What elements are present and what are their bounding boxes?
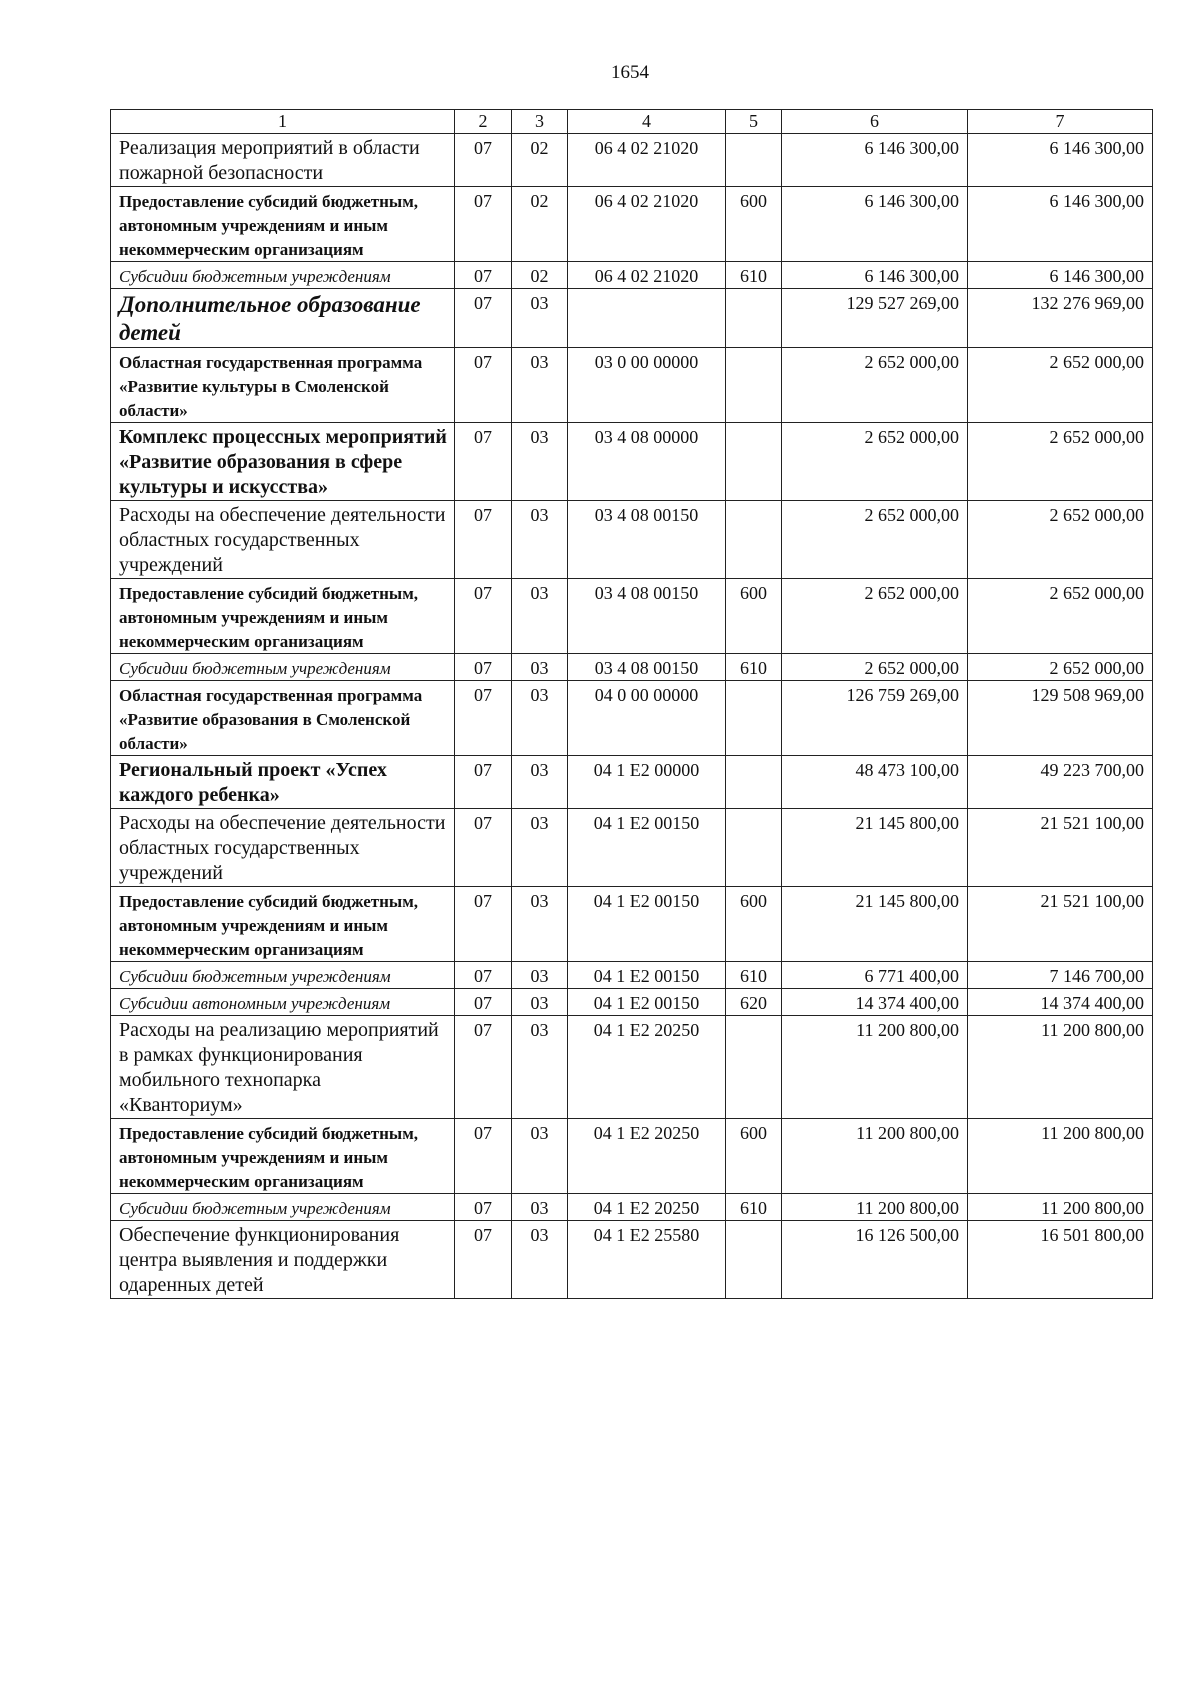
item-name: Областная государственная программа «Развитие культуры в Смоленской области» [119,353,423,420]
section-code-cell: 07 [455,289,512,348]
item-name: Субсидии бюджетным учреждениям [119,659,391,678]
amount-year-2-cell: 11 200 800,00 [968,1194,1153,1221]
target-article-cell: 03 4 08 00150 [568,501,726,579]
item-name: Расходы на реализацию мероприятий в рамках функционирования мобильного технопарка «Кванториум» [119,1019,439,1116]
amount-year-2-cell: 6 146 300,00 [968,262,1153,289]
target-article-cell: 04 0 00 00000 [568,681,726,756]
item-name: Предоставление субсидий бюджетным, автономным учреждениям и иным некоммерческим организациям [119,1124,419,1191]
item-name-cell [111,1119,455,1194]
section-code-cell: 07 [455,887,512,962]
amount-year-2-cell: 132 276 969,00 [968,289,1153,348]
section-code-cell: 07 [455,1119,512,1194]
target-article-cell: 04 1 E2 00150 [568,962,726,989]
section-code-cell: 07 [455,654,512,681]
expense-type-cell [726,423,782,501]
amount-year-2-cell: 2 652 000,00 [968,423,1153,501]
table-row [111,1221,1153,1299]
amount-year-2-cell: 6 146 300,00 [968,134,1153,187]
table-row [111,423,1153,501]
item-name: Областная государственная программа «Развитие образования в Смоленской области» [119,686,423,753]
expense-type-cell [726,1016,782,1119]
item-name-cell [111,887,455,962]
target-article-cell [568,289,726,348]
section-code-cell: 07 [455,809,512,887]
amount-year-1-cell: 14 374 400,00 [782,989,968,1016]
section-code-cell: 07 [455,579,512,654]
section-code-cell: 07 [455,423,512,501]
amount-year-2-cell: 11 200 800,00 [968,1016,1153,1119]
amount-year-1-cell: 2 652 000,00 [782,579,968,654]
subsection-code-cell: 03 [512,809,568,887]
subsection-code-cell: 03 [512,289,568,348]
item-name-cell [111,962,455,989]
expense-type-cell: 600 [726,1119,782,1194]
amount-year-1-cell: 48 473 100,00 [782,756,968,809]
expense-type-cell [726,1221,782,1299]
item-name-cell [111,579,455,654]
expense-type-cell: 610 [726,654,782,681]
item-name: Предоставление субсидий бюджетным, автономным учреждениям и иным некоммерческим организациям [119,584,419,651]
item-name-cell [111,1016,455,1119]
item-name: Расходы на обеспечение деятельности областных государственных учреждений [119,812,446,884]
amount-year-1-cell: 6 146 300,00 [782,262,968,289]
section-code-cell: 07 [455,187,512,262]
amount-year-2-cell: 2 652 000,00 [968,579,1153,654]
item-name-cell [111,187,455,262]
amount-year-1-cell: 21 145 800,00 [782,809,968,887]
amount-year-1-cell: 2 652 000,00 [782,423,968,501]
item-name-cell [111,348,455,423]
amount-year-1-cell: 21 145 800,00 [782,887,968,962]
expense-type-cell [726,809,782,887]
expense-type-cell: 600 [726,187,782,262]
item-name: Дополнительное образование детей [119,292,421,345]
item-name: Субсидии бюджетным учреждениям [119,1199,391,1218]
amount-year-2-cell: 2 652 000,00 [968,654,1153,681]
table-row [111,262,1153,289]
amount-year-1-cell: 2 652 000,00 [782,348,968,423]
table-row [111,887,1153,962]
table-row [111,654,1153,681]
amount-year-1-cell: 129 527 269,00 [782,289,968,348]
expense-type-cell: 610 [726,962,782,989]
expense-type-cell: 610 [726,262,782,289]
amount-year-1-cell: 6 771 400,00 [782,962,968,989]
target-article-cell: 04 1 E2 00150 [568,989,726,1016]
item-name-cell [111,756,455,809]
target-article-cell: 06 4 02 21020 [568,262,726,289]
expense-type-cell [726,289,782,348]
item-name: Субсидии автономным учреждениям [119,994,391,1013]
section-code-cell: 07 [455,1194,512,1221]
target-article-cell: 04 1 E2 20250 [568,1016,726,1119]
target-article-cell: 03 4 08 00000 [568,423,726,501]
item-name: Субсидии бюджетным учреждениям [119,267,391,286]
subsection-code-cell: 02 [512,134,568,187]
expense-type-cell [726,348,782,423]
subsection-code-cell: 02 [512,262,568,289]
item-name: Предоставление субсидий бюджетным, автономным учреждениям и иным некоммерческим организациям [119,892,419,959]
target-article-cell: 06 4 02 21020 [568,187,726,262]
item-name-cell [111,681,455,756]
item-name-cell [111,989,455,1016]
item-name-cell [111,1221,455,1299]
column-header-1: 1 [111,110,455,134]
amount-year-1-cell: 6 146 300,00 [782,187,968,262]
section-code-cell: 07 [455,756,512,809]
target-article-cell: 04 1 E2 00150 [568,809,726,887]
amount-year-2-cell: 21 521 100,00 [968,809,1153,887]
subsection-code-cell: 03 [512,348,568,423]
column-header-2: 2 [455,110,512,134]
section-code-cell: 07 [455,1016,512,1119]
target-article-cell: 04 1 E2 20250 [568,1119,726,1194]
amount-year-2-cell: 6 146 300,00 [968,187,1153,262]
table-row [111,681,1153,756]
table-row [111,756,1153,809]
table-row [111,579,1153,654]
expense-type-cell: 600 [726,579,782,654]
subsection-code-cell: 03 [512,989,568,1016]
column-header-6: 6 [782,110,968,134]
subsection-code-cell: 03 [512,501,568,579]
target-article-cell: 03 0 00 00000 [568,348,726,423]
item-name-cell [111,1194,455,1221]
subsection-code-cell: 03 [512,962,568,989]
amount-year-2-cell: 14 374 400,00 [968,989,1153,1016]
target-article-cell: 03 4 08 00150 [568,654,726,681]
amount-year-2-cell: 49 223 700,00 [968,756,1153,809]
table-row [111,348,1153,423]
item-name: Региональный проект «Успех каждого ребенка» [119,759,387,806]
table-row [111,989,1153,1016]
table-body [111,134,1153,1299]
expense-type-cell [726,134,782,187]
target-article-cell: 03 4 08 00150 [568,579,726,654]
subsection-code-cell: 03 [512,1221,568,1299]
section-code-cell: 07 [455,681,512,756]
amount-year-2-cell: 21 521 100,00 [968,887,1153,962]
section-code-cell: 07 [455,262,512,289]
header-row [111,110,1153,134]
amount-year-1-cell: 11 200 800,00 [782,1194,968,1221]
section-code-cell: 07 [455,962,512,989]
item-name-cell [111,654,455,681]
subsection-code-cell: 02 [512,187,568,262]
amount-year-1-cell: 11 200 800,00 [782,1016,968,1119]
target-article-cell: 04 1 E2 00000 [568,756,726,809]
table-row [111,289,1153,348]
expense-type-cell: 620 [726,989,782,1016]
section-code-cell: 07 [455,134,512,187]
item-name: Субсидии бюджетным учреждениям [119,967,391,986]
expense-type-cell [726,501,782,579]
section-code-cell: 07 [455,1221,512,1299]
subsection-code-cell: 03 [512,887,568,962]
table-row [111,1016,1153,1119]
section-code-cell: 07 [455,501,512,579]
amount-year-1-cell: 2 652 000,00 [782,501,968,579]
table-row [111,809,1153,887]
column-header-5: 5 [726,110,782,134]
table-row [111,962,1153,989]
amount-year-2-cell: 2 652 000,00 [968,501,1153,579]
amount-year-1-cell: 6 146 300,00 [782,134,968,187]
amount-year-2-cell: 129 508 969,00 [968,681,1153,756]
amount-year-2-cell: 11 200 800,00 [968,1119,1153,1194]
item-name: Реализация мероприятий в области пожарной безопасности [119,137,420,184]
table-row [111,134,1153,187]
item-name-cell [111,262,455,289]
table-row [111,187,1153,262]
subsection-code-cell: 03 [512,654,568,681]
item-name: Обеспечение функционирования центра выявления и поддержки одаренных детей [119,1224,400,1296]
amount-year-1-cell: 2 652 000,00 [782,654,968,681]
subsection-code-cell: 03 [512,1016,568,1119]
column-header-4: 4 [568,110,726,134]
amount-year-1-cell: 126 759 269,00 [782,681,968,756]
section-code-cell: 07 [455,989,512,1016]
item-name: Комплекс процессных мероприятий «Развитие образования в сфере культуры и искусства» [119,426,447,498]
amount-year-1-cell: 16 126 500,00 [782,1221,968,1299]
table-row [111,1119,1153,1194]
amount-year-2-cell: 16 501 800,00 [968,1221,1153,1299]
expense-type-cell [726,756,782,809]
subsection-code-cell: 03 [512,1194,568,1221]
subsection-code-cell: 03 [512,681,568,756]
item-name-cell [111,423,455,501]
target-article-cell: 04 1 E2 00150 [568,887,726,962]
column-header-3: 3 [512,110,568,134]
table-row [111,501,1153,579]
column-header-7: 7 [968,110,1153,134]
amount-year-2-cell: 7 146 700,00 [968,962,1153,989]
item-name: Предоставление субсидий бюджетным, автономным учреждениям и иным некоммерческим организациям [119,192,419,259]
amount-year-1-cell: 11 200 800,00 [782,1119,968,1194]
target-article-cell: 06 4 02 21020 [568,134,726,187]
budget-table [110,109,1153,1299]
expense-type-cell: 600 [726,887,782,962]
section-code-cell: 07 [455,348,512,423]
item-name-cell [111,501,455,579]
expense-type-cell: 610 [726,1194,782,1221]
subsection-code-cell: 03 [512,1119,568,1194]
table-row [111,1194,1153,1221]
subsection-code-cell: 03 [512,756,568,809]
subsection-code-cell: 03 [512,579,568,654]
target-article-cell: 04 1 E2 20250 [568,1194,726,1221]
table-header [111,110,1153,134]
expense-type-cell [726,681,782,756]
item-name-cell [111,809,455,887]
item-name-cell [111,289,455,348]
target-article-cell: 04 1 E2 25580 [568,1221,726,1299]
item-name-cell [111,134,455,187]
item-name: Расходы на обеспечение деятельности областных государственных учреждений [119,504,446,576]
page-number: 1654 [611,62,649,83]
subsection-code-cell: 03 [512,423,568,501]
amount-year-2-cell: 2 652 000,00 [968,348,1153,423]
